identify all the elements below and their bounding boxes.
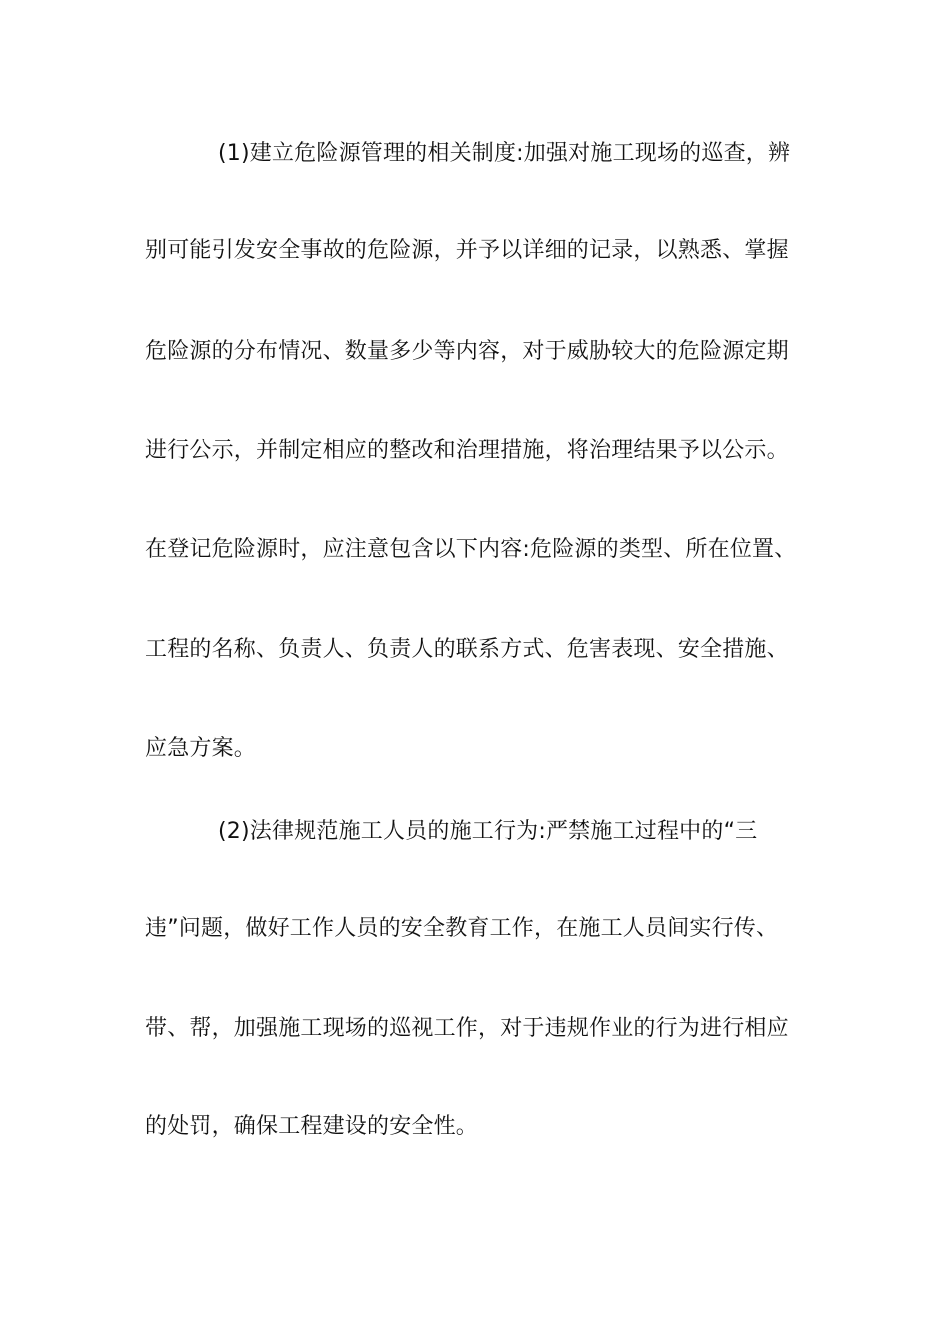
paragraph-1-line-5: 在登记危险源时，应注意包含以下内容:危险源的类型、所在位置、: [145, 537, 797, 562]
paragraph-1-line-3: 危险源的分布情况、数量多少等内容，对于威胁较大的危险源定期: [145, 339, 789, 364]
paragraph-1-line-6: 工程的名称、负责人、负责人的联系方式、危害表现、安全措施、: [145, 637, 789, 662]
paragraph-1-line-2: 别可能引发安全事故的危险源，并予以详细的记录，以熟悉、掌握: [145, 238, 789, 263]
paragraph-2-line-1: (2)法律规范施工人员的施工行为:严禁施工过程中的“三: [218, 819, 758, 844]
paragraph-1-line-7: 应急方案。: [145, 736, 257, 761]
paragraph-2-line-4: 的处罚，确保工程建设的安全性。: [145, 1114, 479, 1139]
paragraph-1-line-1: (1)建立危险源管理的相关制度:加强对施工现场的巡查，辨: [218, 141, 791, 166]
paragraph-2-line-2: 违”问题，做好工作人员的安全教育工作，在施工人员间实行传、: [145, 916, 779, 941]
paragraph-1-line-4: 进行公示，并制定相应的整改和治理措施，将治理结果予以公示。: [145, 438, 789, 463]
paragraph-2-line-3: 带、帮，加强施工现场的巡视工作，对于违规作业的行为进行相应: [145, 1016, 789, 1041]
